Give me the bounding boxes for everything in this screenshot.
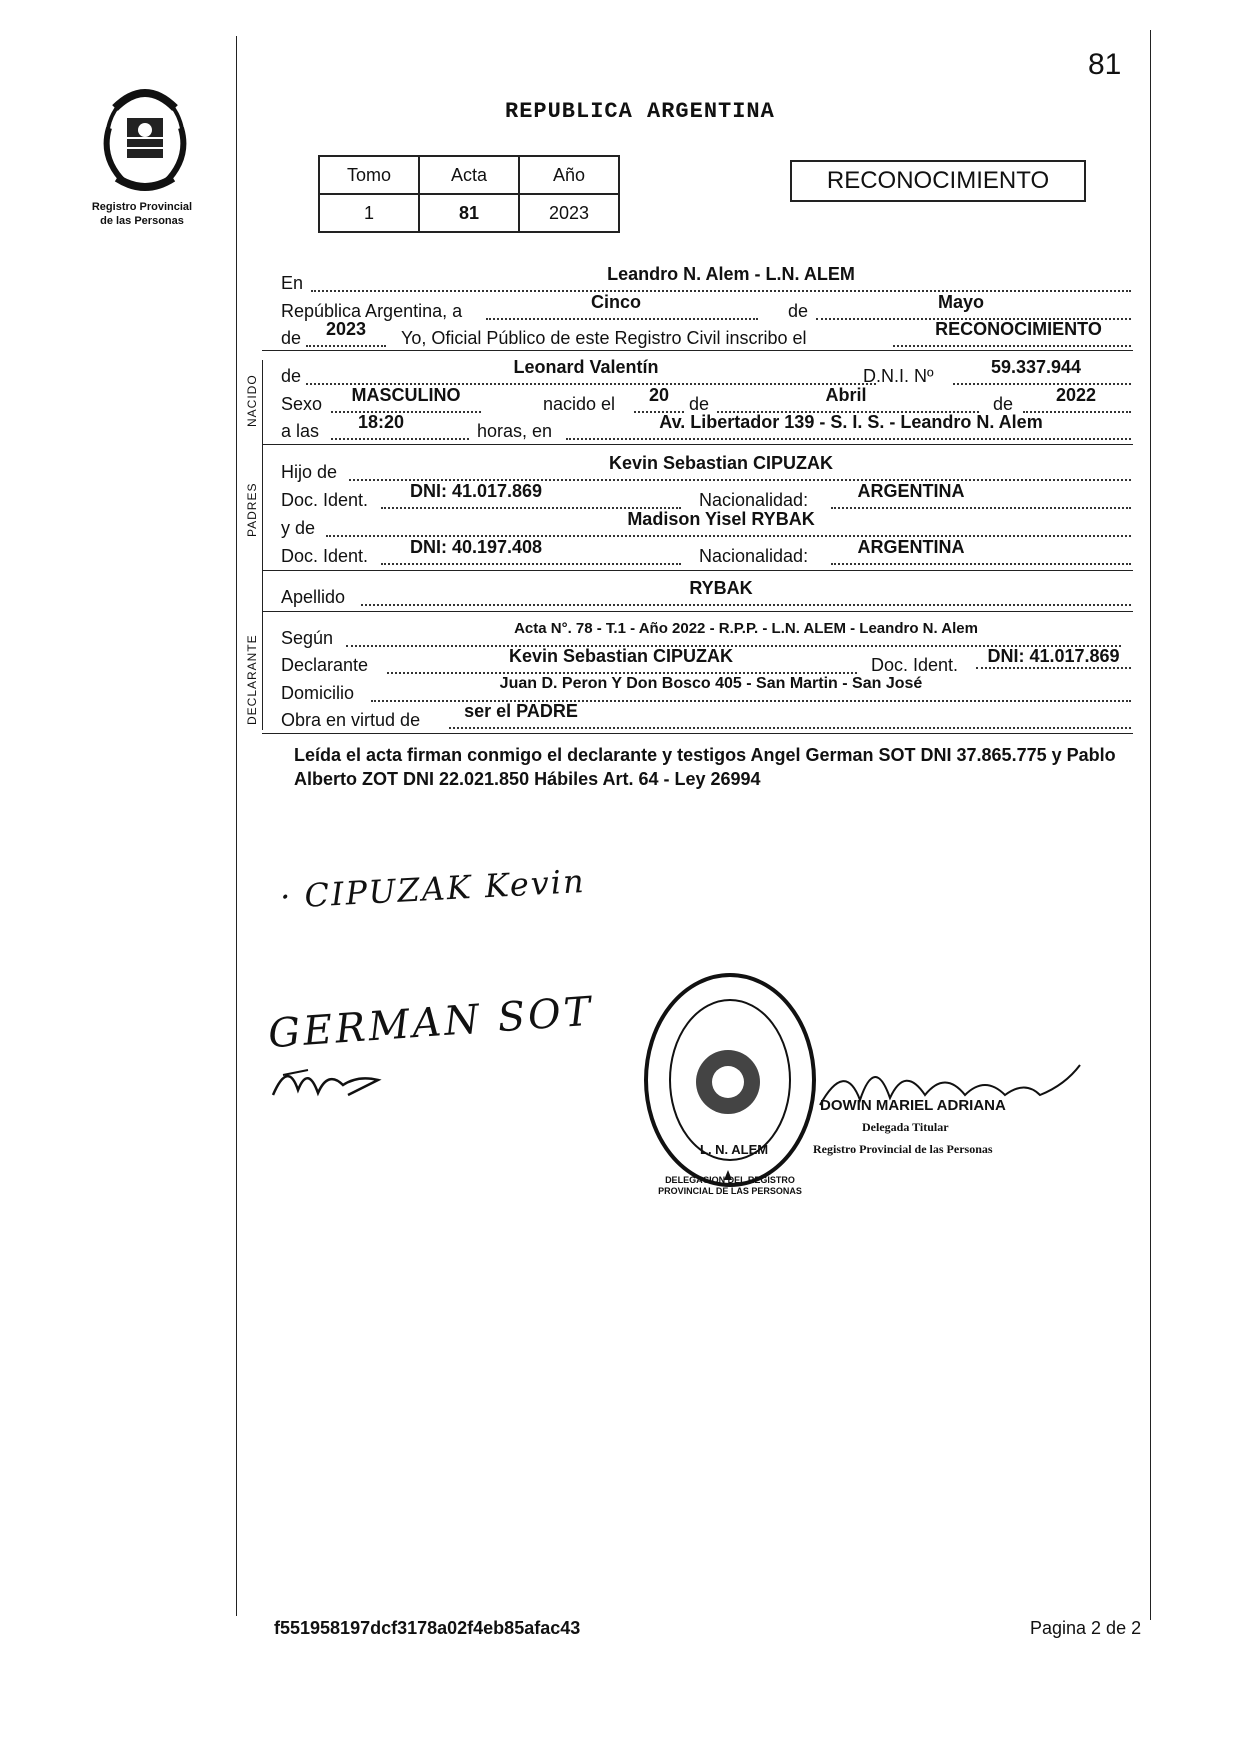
value-segun: Acta N°. 78 - T.1 - Año 2022 - R.P.P. - L.N. ALEM - Leandro N. Alem: [514, 620, 978, 637]
value-act-type: RECONOCIMIENTO: [935, 319, 1102, 339]
value-father-name: Kevin Sebastian CIPUZAK: [608, 453, 834, 473]
row-mother-doc: Doc. Ident. DNI: 40.197.408 Nacionalidad: ARGENTINA: [281, 543, 1133, 569]
row-birth: Sexo MASCULINO nacido el 20 de Abril de 2022: [281, 391, 1133, 417]
row-date: República Argentina, a Cinco de Mayo: [281, 298, 1133, 324]
divider-3: [262, 570, 1133, 571]
logo-caption-line1: Registro Provincial: [91, 201, 193, 213]
value-child-name: Leonard Valentín: [513, 357, 659, 377]
closing-statement: Leída el acta firman conmigo el declarante y testigos Angel German SOT DNI 37.865.775 y Pablo Alberto ZOT DNI 22.021.850 Hábiles Art. 64 - Ley 26994: [294, 745, 1116, 789]
row-segun: Según Acta N°. 78 - T.1 - Año 2022 - R.P.P. - L.N. ALEM - Leandro N. Alem: [281, 625, 1133, 651]
side-label-padres: PADRES: [245, 482, 259, 537]
divider-4: [262, 611, 1133, 612]
divider-1: [262, 350, 1133, 351]
stamp-bottom-text: L. N. ALEM: [700, 1142, 769, 1157]
divider-5: [262, 733, 1133, 734]
value-mother-nationality: ARGENTINA: [857, 537, 965, 557]
value-place: Leandro N. Alem - L.N. ALEM: [607, 264, 855, 284]
row-capacity: Obra en virtud de ser el PADRE: [281, 707, 1133, 733]
value-father-doc: DNI: 41.017.869: [409, 481, 543, 501]
value-anio: 2023: [519, 194, 619, 232]
declarant-signature-text: · CIPUZAK Kevin: [279, 862, 587, 916]
row-year: de 2023 Yo, Oficial Público de este Registro Civil inscribo el RECONOCIMIENTO: [281, 325, 1133, 351]
value-domicile: Juan D. Peron Y Don Bosco 405 - San Martin - San José: [499, 675, 923, 692]
province-logo: [95, 78, 195, 198]
row-place: En Leandro N. Alem - L.N. ALEM: [281, 270, 1133, 296]
divider-2: [262, 444, 1133, 445]
row-father-doc: Doc. Ident. DNI: 41.017.869 Nacionalidad: ARGENTINA: [281, 487, 1133, 513]
value-father-nationality: ARGENTINA: [857, 481, 965, 501]
value-birth-day: 20: [648, 385, 670, 405]
row-declarant: Declarante Kevin Sebastian CIPUZAK Doc. Ident. DNI: 41.017.869: [281, 652, 1133, 678]
value-birth-year: 2022: [1055, 385, 1097, 405]
value-declarant: Kevin Sebastian CIPUZAK: [508, 646, 734, 666]
page-indicator: Pagina 2 de 2: [1030, 1618, 1142, 1638]
row-surname: Apellido RYBAK: [281, 584, 1133, 610]
value-birth-time: 18:20: [357, 412, 405, 432]
row-mother: y de Madison Yisel RYBAK: [281, 515, 1133, 541]
value-mother-doc: DNI: 40.197.408: [409, 537, 543, 557]
value-month: Mayo: [937, 292, 984, 312]
value-day: Cinco: [590, 292, 641, 312]
official-title: Delegada Titular: [862, 1120, 949, 1134]
official-stamp: [640, 970, 820, 1190]
reference-table: [318, 155, 620, 233]
value-declarant-doc: DNI: 41.017.869: [976, 646, 1131, 669]
stamp-ring-text: DELEGACION DEL REGISTRO PROVINCIAL DE LAS PERSONAS: [658, 1175, 802, 1196]
row-father: Hijo de Kevin Sebastian CIPUZAK: [281, 459, 1133, 485]
side-label-nacido: NACIDO: [245, 374, 259, 427]
form-left-line: [262, 360, 263, 730]
value-birth-place: Av. Libertador 139 - S. I. S. - Leandro N. Alem: [659, 412, 1043, 432]
logo-caption-line2: de las Personas: [100, 215, 184, 227]
page-number: 81: [1088, 48, 1122, 81]
row-birth-place: a las 18:20 horas, en Av. Libertador 139 - S. I. S. - Leandro N. Alem: [281, 418, 1133, 444]
witness-signature-text: GERMAN SOT: [266, 988, 595, 1058]
document-hash: f551958197dcf3178a02f4eb85afac43: [274, 1618, 581, 1638]
header-anio: Año: [519, 156, 619, 194]
official-office: Registro Provincial de las Personas: [813, 1142, 993, 1156]
value-acta: 81: [419, 194, 519, 232]
witness-scribble: [268, 1055, 398, 1110]
declarant-signature: [279, 862, 586, 916]
document-type: RECONOCIMIENTO: [790, 160, 1086, 202]
value-tomo: 1: [319, 194, 419, 232]
official-name: DOWIN MARIEL ADRIANA: [820, 1097, 1006, 1114]
value-child-dni: 59.337.944: [990, 357, 1082, 377]
value-birth-month: Abril: [825, 385, 867, 405]
value-sex: MASCULINO: [351, 385, 461, 405]
row-domicile: Domicilio Juan D. Peron Y Don Bosco 405 - San Martin - San José: [281, 680, 1133, 706]
left-margin-line: [236, 36, 237, 1616]
value-year: 2023: [325, 319, 367, 339]
country-title: REPUBLICA ARGENTINA: [505, 99, 775, 124]
right-margin-line: [1150, 30, 1151, 1620]
row-child: de Leonard Valentín D.N.I. Nº 59.337.944: [281, 363, 1133, 389]
witness-signature: [267, 989, 595, 1058]
value-mother-name: Madison Yisel RYBAK: [627, 509, 815, 529]
logo-caption: [72, 200, 212, 228]
value-capacity: ser el PADRE: [464, 701, 578, 721]
side-label-declarante: DECLARANTE: [245, 634, 259, 725]
header-acta: Acta: [419, 156, 519, 194]
header-tomo: Tomo: [319, 156, 419, 194]
value-surname: RYBAK: [689, 578, 753, 598]
